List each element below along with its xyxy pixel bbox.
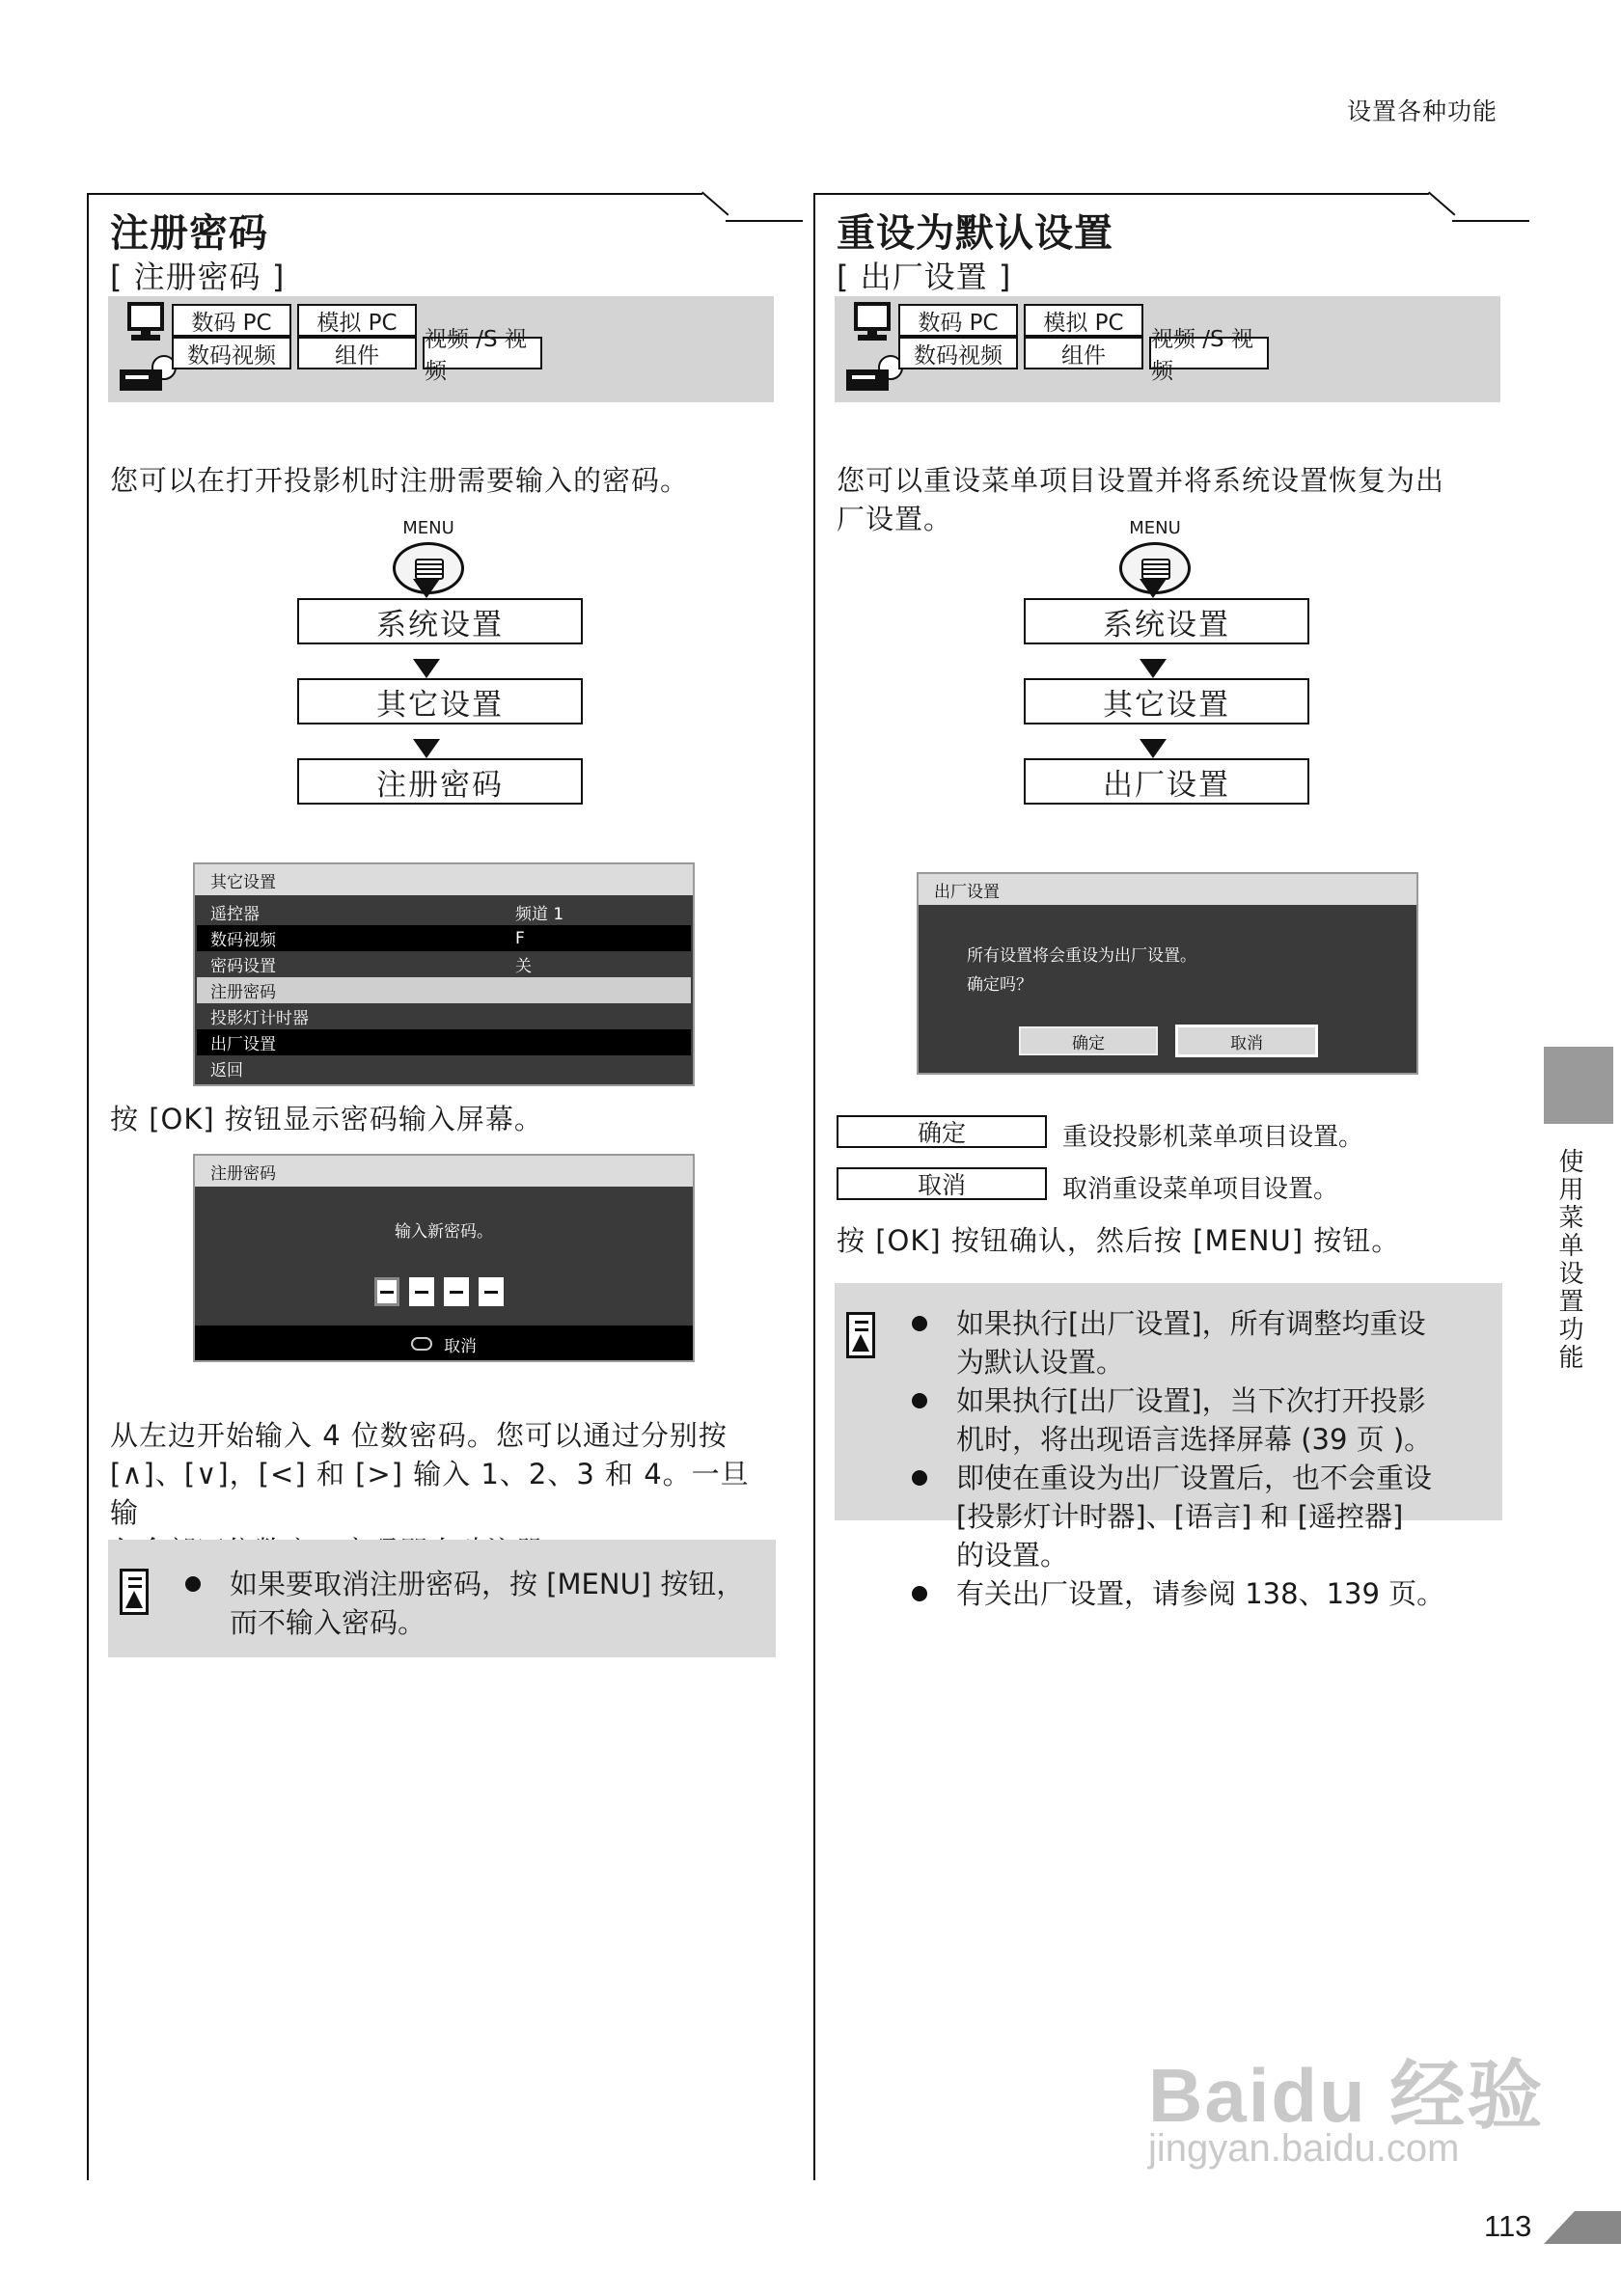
chapter-tab: [1544, 1047, 1613, 1124]
signal-digital-pc: 数码 PC: [898, 304, 1018, 337]
note-icon: [846, 1312, 875, 1358]
flow-arrow-down-icon: [1140, 579, 1167, 598]
computer-icon: [852, 302, 893, 344]
signal-digital-video: 数码视频: [898, 337, 1018, 369]
title-rule-tail: [1452, 220, 1529, 222]
osd-footer: 取消: [195, 1327, 693, 1360]
right-column: [813, 193, 1489, 2180]
title-rule-slant: [701, 191, 728, 215]
signal-video-svideo: 视频 /S 视频: [423, 337, 542, 369]
note-box: [835, 1283, 1502, 1610]
signal-digital-video: 数码视频: [172, 337, 291, 369]
signal-digital-pc: 数码 PC: [172, 304, 291, 337]
video-player-icon: [844, 354, 906, 396]
menu-label: MENU: [402, 518, 454, 538]
signal-component: 组件: [297, 337, 417, 369]
osd-ok-button: 确定: [1019, 1026, 1158, 1055]
signal-panel: [835, 296, 1500, 402]
osd-factory-reset-screen: [917, 872, 1418, 1075]
osd-title: 出厂设置: [919, 874, 1416, 905]
menu-item-name: [ 出厂设置 ]: [837, 259, 1012, 295]
page-number: 113: [1484, 2209, 1532, 2243]
note-box: [108, 1540, 776, 1657]
note-icon: [120, 1569, 149, 1615]
menu-label: MENU: [1129, 518, 1181, 538]
flow-step-2: 其它设置: [1024, 678, 1309, 724]
menu-key-icon: [411, 1337, 432, 1351]
flow-step-3: 注册密码: [297, 758, 583, 805]
intro-text: 您可以重设菜单项目设置并将系统设置恢复为出 厂设置。: [837, 464, 1445, 535]
video-player-icon: [118, 354, 179, 396]
note-item: 有关出厂设置，请参阅 138、139 页。: [912, 1574, 1483, 1613]
osd-title: 注册密码: [195, 1156, 693, 1187]
flow-arrow-down-icon: [413, 659, 440, 678]
osd-password-screen: [193, 1154, 695, 1362]
signal-video-svideo: 视频 /S 视频: [1149, 337, 1269, 369]
title-rule: [813, 193, 1429, 195]
watermark-url: jingyan.baidu.com: [1148, 2127, 1460, 2170]
section-title: 重设为默认设置: [837, 211, 1113, 256]
osd-row: 数码视频 F: [197, 925, 691, 951]
osd-other-settings-screen: [193, 862, 695, 1086]
section-header: 设置各种功能: [1346, 97, 1497, 125]
menu-item-name: [ 注册密码 ]: [110, 259, 286, 295]
section-title: 注册密码: [110, 211, 268, 256]
legend-ok-label: 确定: [837, 1115, 1047, 1148]
flow-arrow-down-icon: [413, 739, 440, 758]
instruction-para: 从左边开始输入 4 位数密码。您可以通过分别按 [∧]、[∨]，[<] 和 [>] 输入 1、2、3 和 4。一旦输: [110, 1419, 750, 1529]
osd-row: 返回: [210, 1061, 243, 1080]
chapter-label: 使用菜单设置功能: [1554, 1148, 1583, 1372]
signal-analog-pc: 模拟 PC: [1024, 304, 1143, 337]
step-text: 按 [OK] 按钮显示密码输入屏幕。: [110, 1103, 543, 1135]
flow-arrow-down-icon: [1140, 739, 1167, 758]
signal-panel: [108, 296, 774, 402]
note-item: 即使在重设为出厂设置后，也不会重设 [投影灯计时器]、[语言] 和 [遥控器] 的设置。: [912, 1459, 1483, 1574]
flow-arrow-down-icon: [1140, 659, 1167, 678]
note-item: 如果执行[出厂设置]，所有调整均重设 为默认设置。: [912, 1304, 1483, 1381]
note-item: 如果执行[出厂设置]，当下次打开投影 机时，将出现语言选择屏幕 (39 页 )。: [912, 1381, 1483, 1459]
flow-step-3: 出厂设置: [1024, 758, 1309, 805]
legend-cancel-desc: 取消重设菜单项目设置。: [1062, 1175, 1339, 1204]
baidu-watermark: Baidu 经验: [1148, 2053, 1545, 2138]
computer-icon: [125, 302, 166, 344]
osd-cancel-button: 取消: [1175, 1025, 1318, 1057]
osd-title: 其它设置: [195, 864, 693, 895]
flow-step-1: 系统设置: [1024, 598, 1309, 644]
intro-text: 您可以在打开投影机时注册需要输入的密码。: [110, 464, 690, 497]
title-rule-slant: [1428, 191, 1455, 215]
left-column: [87, 193, 762, 2180]
title-rule-tail: [726, 220, 803, 222]
osd-row: 出厂设置: [197, 1029, 691, 1055]
legend-cancel-label: 取消: [837, 1167, 1047, 1200]
signal-component: 组件: [1024, 337, 1143, 369]
signal-analog-pc: 模拟 PC: [297, 304, 417, 337]
osd-row: 遥控器 频道 1: [210, 905, 564, 924]
column-rule: [87, 193, 89, 2180]
osd-message: 所有设置将会重设为出厂设置。 确定吗？: [967, 946, 1196, 995]
osd-row-selected: 注册密码: [197, 977, 691, 1003]
password-digits: [374, 1277, 504, 1306]
column-rule: [813, 193, 815, 2180]
osd-prompt: 输入新密码。: [395, 1222, 493, 1242]
flow-step-2: 其它设置: [297, 678, 583, 724]
flow-arrow-down-icon: [413, 579, 440, 598]
page-tab: [1544, 2211, 1621, 2244]
legend-ok-desc: 重设投影机菜单项目设置。: [1062, 1123, 1364, 1152]
osd-row: 密码设置 关: [210, 957, 532, 976]
flow-step-1: 系统设置: [297, 598, 583, 644]
title-rule: [87, 193, 702, 195]
step-text: 按 [OK] 按钮确认，然后按 [MENU] 按钮。: [837, 1224, 1401, 1257]
osd-row: 投影灯计时器: [210, 1009, 309, 1028]
note-item: 如果要取消注册密码，按 [MENU] 按钮， 而不输入密码。: [185, 1565, 756, 1642]
